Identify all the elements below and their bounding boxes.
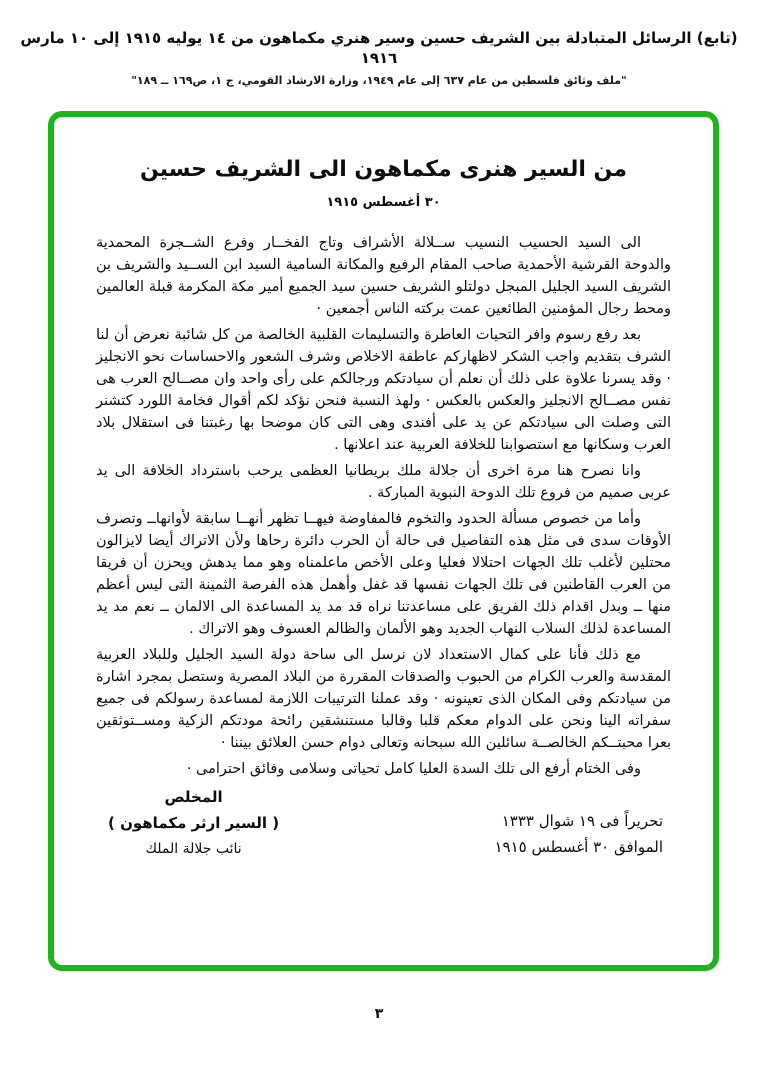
signature-title: نائب جلالة الملك [145, 841, 242, 857]
letter-date: ٣٠ أغسطس ١٩١٥ [326, 195, 441, 210]
letter-frame [48, 111, 719, 971]
letter-body [96, 232, 671, 780]
letter-paragraph-2: بعد رفع رسوم وافر التحيات العاطرة والتسليمات القلبية الخالصة من كل شائبة نعرض أن لنا الشرف بتقديم واجب الشكر لاظهاركم عاطفة الاخلاص وشرف الشعور والاحساسات نحو الانجليز · وقد يسرنا علاوة على ذلك أن نعلم أن سيادتكم ورجالكم على رأى واحد وان مصــالح العرب هى نفس مصــالح الانجليز والعكس بالعكس · ولهذ النسبة فنحن نؤكد لكم أقوال فخامة اللورد كتشنر التى وصلت الى سيادتكم عن يد على أفندى وهى التى كان موضحا بها رغبتنا فى استقلال بلاد العرب وسكانها مع استصوابنا للخلافة العربية عند اعلانها . [96, 327, 671, 453]
signature-block [108, 784, 279, 862]
letter-paragraph-3: وانا نصرح هنا مرة اخرى أن جلالة ملك بريطانيا العظمى يرحب باسترداد الخلافة الى يد عربى صميم من فروع تلك الدوحة النبوية المباركة . [96, 463, 671, 501]
gregorian-date-line: الموافق ٣٠ أغسطس ١٩١٥ [494, 838, 663, 856]
date-block [495, 808, 664, 860]
hijri-date-line: تحريراً فى ١٩ شوال ١٣٣٣ [501, 812, 663, 830]
letter-title: من السير هنرى مكماهون الى الشريف حسين [140, 157, 627, 182]
signature-salutation: المخلص [164, 788, 223, 806]
signoff-row [96, 784, 671, 862]
signature-name: ( السير ارثر مكماهون ) [108, 814, 280, 832]
letter-paragraph-4: وأما من خصوص مسألة الحدود والتخوم فالمفاوضة فيهــا تظهر أنهــا سابقة لأوانهاــ وتصرف الأوقات سدى فى مثل هذه التفاصيل فى حالة أن الحرب دائرة رحاها ولأن الاتراك أيضا لايزالون محتلين لأغلب تلك الجهات احتلالا فعليا وعلى الأخص ماعلمناه وهو مما يدهش ويحزن أن فريقا من العرب القاطنين فى تلك الجهات نفسها قد غفل وأهمل هذه الفرصة الثمينة التى ليس أعظم منها ــ وبدل اقدام ذلك الفريق على مساعدتنا نراه قد مد يد المساعدة الى الالمان ــ نعم مد يد المساعدة لذلك السلاب النهاب الجديد وهو الألمان والظالم العسوف وهو الاتراك . [96, 511, 671, 637]
page-number: ٣ [374, 1006, 384, 1022]
page-footer [0, 1003, 758, 1022]
document-header [0, 0, 758, 88]
letter-paragraph-1: الى السيد الحسيب النسيب ســلالة الأشراف وتاج الفخــار وفرع الشــجرة المحمدية والدوحة القرشية الأحمدية صاحب المقام الرفيع والمكانة السامية السيد ابن الســيد والشريف بن الشريف السيد الجليل المبجل دولتلو الشريف حسين سيد الجميع أمير مكة المكرمة قبلة العالمين ومحط رجال المؤمنين الطائعين عمت بركته الناس أجمعين · [96, 235, 671, 317]
header-title: (تابع) الرسائل المتبادلة بين الشريف حسين وسير هنري مكماهون من ١٤ يوليه ١٩١٥ إلى ١٠ مارس ١٩١٦ [20, 29, 738, 67]
header-source-citation: "ملف وثائق فلسطين من عام ٦٣٧ إلى عام ١٩٤٩، وزارة الارشاد القومي، ج ١، ص١٦٩ ــ ١٨٩" [131, 74, 627, 87]
letter-paragraph-5: مع ذلك فأنا على كمال الاستعداد لان نرسل الى ساحة دولة السيد الجليل وللبلاد العربية المقدسة والعرب الكرام من الحبوب والصدقات المقررة من البلاد المصرية وستصل بمجرد اشارة من سيادتكم وفى المكان الذى تعينونه · وقد عملنا الترتيبات اللازمة لمساعدة رسولكم فى جميع سفراته الينا ونحن على الدوام معكم قلبا وقالبا مستنشقين رائحة مودتكم الزكية ومســتوثقين بعرا محبتــكم الخالصــة سائلين الله سبحانه وتعالى دوام حسن العلائق بيننا · [96, 647, 671, 751]
letter-closing-line: وفى الختام أرفع الى تلك السدة العليا كامل تحياتى وسلامى وفائق احترامى · [186, 761, 641, 777]
